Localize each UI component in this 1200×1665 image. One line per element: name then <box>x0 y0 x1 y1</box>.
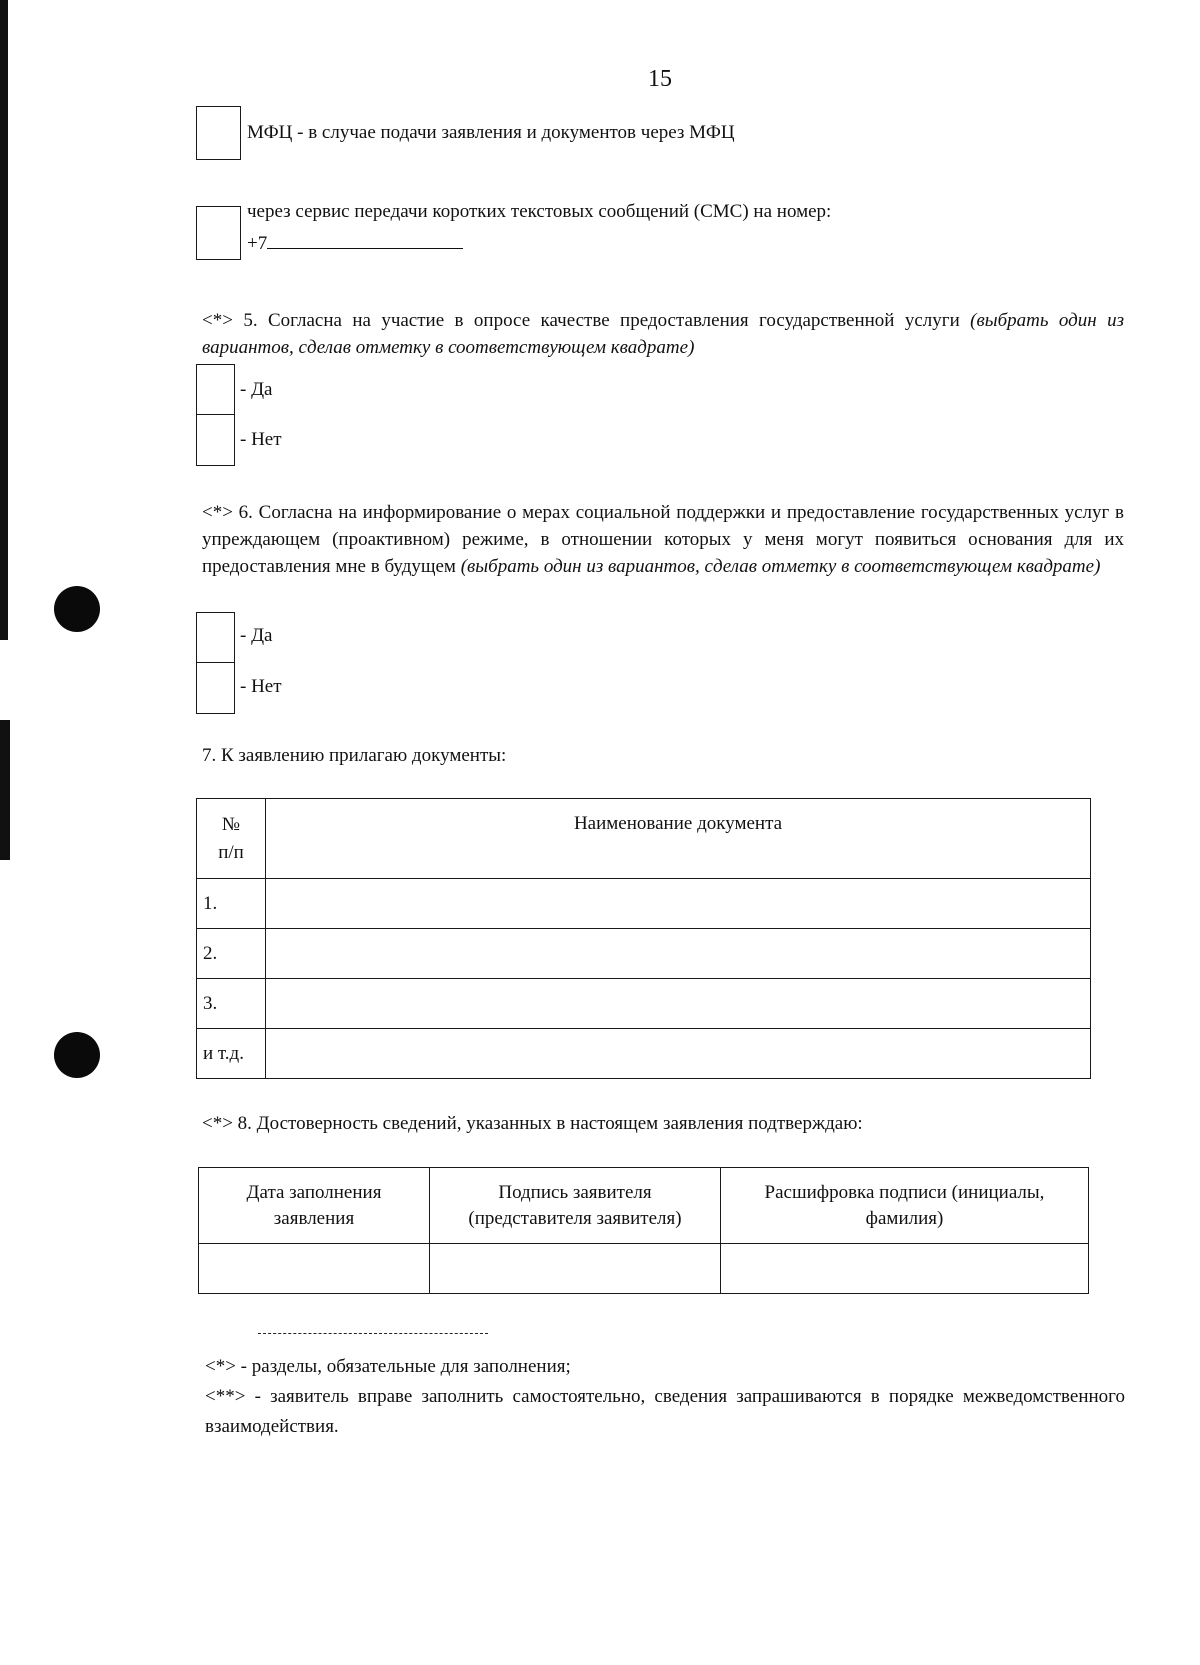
section6-yes-checkbox[interactable] <box>196 612 235 664</box>
footnote-required: <*> - разделы, обязательные для заполнения; <box>205 1356 571 1377</box>
sms-checkbox[interactable] <box>196 206 241 260</box>
scan-edge-mark <box>0 0 8 640</box>
date-cell[interactable] <box>199 1244 430 1294</box>
row-number: 1. <box>197 879 266 929</box>
signature-cell[interactable] <box>430 1244 721 1294</box>
punch-hole-mark <box>54 1032 100 1078</box>
section6-no-label: - Нет <box>240 676 282 697</box>
table-row <box>197 929 1091 979</box>
footnote-optional: <**> - заявитель вправе заполнить самостоятельно, сведения запрашиваются в порядке межведомственного взаимодействия. <box>205 1386 1125 1437</box>
document-name-cell[interactable] <box>266 1029 1091 1079</box>
table-row <box>197 1029 1091 1079</box>
column-header-decoding: Расшифровка подписи (инициалы, фамилия) <box>721 1168 1089 1244</box>
section6-no-checkbox[interactable] <box>196 662 235 714</box>
page-number: 15 <box>648 66 672 92</box>
section7-title: 7. К заявлению прилагаю документы: <box>202 745 507 766</box>
table-row <box>197 979 1091 1029</box>
table-header-row <box>199 1168 1089 1244</box>
row-number: 2. <box>197 929 266 979</box>
table-row <box>197 879 1091 929</box>
footnote-divider <box>258 1333 488 1334</box>
column-header-date: Дата заполнения заявления <box>199 1168 430 1244</box>
document-name-cell[interactable] <box>266 929 1091 979</box>
section5-no-checkbox[interactable] <box>196 414 235 466</box>
section5-yes-label: - Да <box>240 379 273 400</box>
documents-table <box>196 798 1091 1079</box>
document-name-cell[interactable] <box>266 879 1091 929</box>
sms-label: через сервис передачи коротких текстовых сообщений (СМС) на номер: <box>247 201 832 222</box>
table-row <box>199 1244 1089 1294</box>
section5-no-label: - Нет <box>240 429 282 450</box>
punch-hole-mark <box>54 586 100 632</box>
table-header-row <box>197 799 1091 879</box>
sms-phone-field[interactable] <box>247 230 463 255</box>
phone-blank-line[interactable] <box>267 230 463 249</box>
scan-edge-mark <box>0 720 10 860</box>
row-number: 3. <box>197 979 266 1029</box>
section8-title: <*> 8. Достоверность сведений, указанных в настоящем заявления подтверждаю: <box>202 1113 863 1134</box>
mfc-label: МФЦ - в случае подачи заявления и документов через МФЦ <box>247 122 735 143</box>
mfc-checkbox[interactable] <box>196 106 241 160</box>
section5-text: <*> 5. Согласна на участие в опросе качестве предоставления государственной услуги (выбрать один из вариантов, сделав отметку в соответствующем квадрате) <box>202 310 1124 358</box>
section6-text: <*> 6. Согласна на информирование о мерах социальной поддержки и предоставление государственных услуг в упреждающем (проактивном) режиме, в отношении которых у меня могут появиться основания для их предоставления мне в будущем (выбрать один из вариантов, сделав отметку в соответствующем квадрате) <box>202 502 1124 577</box>
column-header-document-name: Наименование документа <box>266 799 1091 879</box>
section5-yes-checkbox[interactable] <box>196 364 235 416</box>
phone-prefix: +7 <box>247 233 268 254</box>
section6-yes-label: - Да <box>240 625 273 646</box>
document-name-cell[interactable] <box>266 979 1091 1029</box>
decoding-cell[interactable] <box>721 1244 1089 1294</box>
row-number: и т.д. <box>197 1029 266 1079</box>
signature-table <box>198 1167 1089 1294</box>
column-header-number: № п/п <box>197 799 266 879</box>
column-header-signature: Подпись заявителя (представителя заявителя) <box>430 1168 721 1244</box>
